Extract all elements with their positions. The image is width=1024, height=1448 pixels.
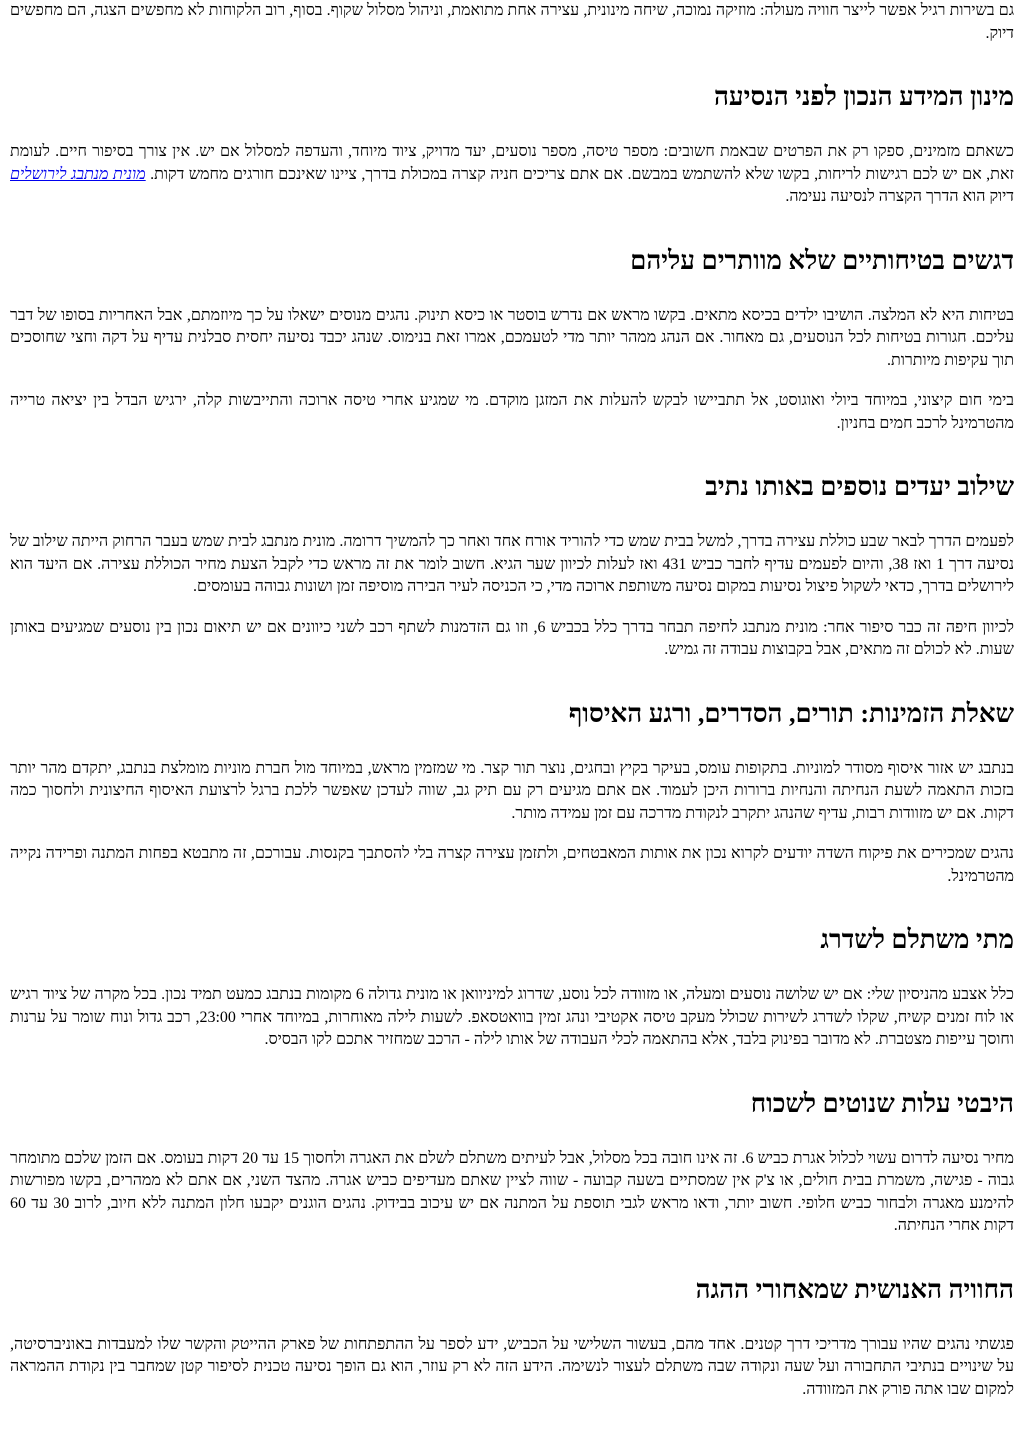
paragraph-text: כשאתם מזמינים, ספקו רק את הפרטים שבאמת חשובים: מספר טיסה, מספר נוסעים, יעד מדויק, ציוד מיוחד, והעדפה למסלול אם יש. אין צורך בסיפור חיים. לעומת זאת, אם יש לכם רגישות לריחות, בקשו שלא להשתמש במבשם. אם אתם צריכים חניה קצרה במכולת בדרך, ציינו שאינכם חורגים מחמש דקות. <box>10 143 1015 183</box>
section-heading: מתי משתלם לשדרג <box>820 925 1014 954</box>
section-availability <box>10 699 1014 889</box>
paragraph <box>10 141 1014 209</box>
paragraph: נהגים שמכירים את פיקוח השדה יודעים לקרוא נכון את אותות המאבטחים, ולתזמן עצירה קצרה בלי להסתבך בקנסות. עבורכם, זה מתבטא בפחות המתנה ופרידה נקייה מהטרמינל. <box>10 845 1014 885</box>
section-extra-destinations <box>10 472 1014 662</box>
section-heading: מינון המידע הנכון לפני הנסיעה <box>713 82 1014 111</box>
section-costs <box>10 1089 1014 1238</box>
paragraph-text: דיוק הוא הדרך הקצרה לנסיעה נעימה. <box>785 188 1014 205</box>
section-upgrade <box>10 925 1014 1052</box>
paragraph: בטיחות היא לא המלצה. הושיבו ילדים בכיסא מתאים. בקשו מראש אם נדרש בוסטר או כיסא תינוק. נהגים מנוסים ישאלו על כך מיוזמתם, אבל האחריות בסופו של דבר עליכם. חגורות בטיחות לכל הנוסעים, גם מאחור. אם הנהג ממהר יותר מדי לטעמכם, אמרו זאת בנימוס. שנהג יכבד נסיעה יחסית סבלנית עדיף על דקה וחצי שחוסכים תוך עקיפות מיותרות. <box>10 306 1014 369</box>
paragraph: לכיוון חיפה זה כבר סיפור אחר: מונית מנתבג לחיפה תבחר בדרך כלל בכביש 6, וזו גם הזדמנות לשתף רכב לשני כיוונים אם יש תיאום נכון בין נוסעים שמגיעים באותן שעות. לא לכולם זה מתאים, אבל בקבוצות עבודה זה גמיש. <box>10 618 1014 658</box>
section-safety <box>10 246 1014 436</box>
section-heading: החוויה האנושית שמאחורי ההגה <box>695 1274 1014 1304</box>
section-heading: שאלת הזמינות: תורים, הסדרים, ורגע האיסוף <box>568 698 1014 728</box>
paragraph: בימי חום קיצוני, במיוחד ביולי ואוגוסט, אל תתביישו לבקש להעלות את המזגן מוקדם. מי שמגיע אחרי טיסה ארוכה והתייבשות קלה, ירגיש הבדל בין יציאה טרייה מהטרמינל לרכב חמים בחניון. <box>10 392 1014 432</box>
section-info-before-ride <box>10 82 1014 209</box>
section-heading: שילוב יעדים נוספים באותו נתיב <box>705 472 1014 501</box>
taxi-jerusalem-link[interactable]: מונית מנתבג לירושלים <box>10 165 146 183</box>
paragraph: מחיר נסיעה לדרום עשוי לכלול אגרת כביש 6. זה אינו חובה בכל מסלול, אבל לעיתים משתלם לשלם את האגרה ולחסוך 15 עד 20 דקות בעומס. אם הזמן שלכם מתומחר גבוה - פגישה, משמרת בבית חולים, או צ'ק אין שמסתיים בשעה קבועה - שווה לציין שאתם מעדיפים כביש אגרה. מהצד השני, אם אתם לא ממהרים, בקשו מפורשות להימנע מאגרה ולבחור כביש חלופי. חשוב יותר, ודאו מראש לגבי תוספת על המתנה אם יש עיכוב בבידוק. נהגים הוגנים יקבעו חלון המתנה ללא חיוב, לרוב 30 עד 60 דקות אחרי הנחיתה. <box>10 1149 1015 1234</box>
paragraph: בנתבג יש אזור איסוף מסודר למוניות. בתקופות עומס, בעיקר בקיץ ובחגים, נוצר תור קצר. מי שמזמין מראש, במיוחד מול חברת מוניות מומלצת בנתבג, יתקדם מהר יותר בזכות התאמה לשעת הנחיתה והנחיות ברורות היכן לעמוד. אם אתם מגיעים רק עם תיק גב, שווה לעדכן שאפשר ללכת ברגל לרצועת האיסוף החיצונית ולחסוך כמה דקות. אם יש מזוודות רבות, עדיף שהנהג יתקרב לנקודת מדרכה עם זמן עמידה מותר. <box>10 759 1014 822</box>
paragraph: כלל אצבע מהניסיון שלי: אם יש שלושה נוסעים ומעלה, או מזוודה לכל נוסע, שדרוג למיניוואן או מונית גדולה 6 מקומות בנתבג כמעט תמיד נכון. בכל מקרה של ציוד רגיש או לוח זמנים קשיח, שקלו לשדרג לשירות שכולל מעקב טיסה אקטיבי ונהג זמין בוואטסאפ. לשעות לילה מאוחרות, במיוחד אחרי 23:00, רכב גדול ונוח שומר על ערנות וחוסך עייפות מצטברת. לא מדובר בפינוק בלבד, אלא בהתאמה לכלי העבודה של אותו לילה - הרכב שמחזיר אתכם לקו הבסיס. <box>10 986 1015 1048</box>
intro-paragraph: גם בשירות רגיל אפשר לייצר חוויה מעולה: מוזיקה נמוכה, שיחה מינונית, עצירה אחת מתואמת, וניהול מסלול שקוף. בסוף, רוב הלקוחות לא מחפשים הצגה, הם מחפשים דיוק. <box>10 2 1014 42</box>
section-heading: היבטי עלות שנוטים לשכוח <box>750 1088 1014 1118</box>
article <box>10 0 1014 1401</box>
paragraph: לפעמים הדרך לבאר שבע כוללת עצירה בדרך, למשל בבית שמש כדי להוריד אורח אחד ואחר כך להמשיך דרומה. מונית מנתבג לבית שמש בעבר הרחוק הייתה שילוב של נסיעה דרך 1 ואז 38, והיום לפעמים עדיף לחבר כביש 431 ואז לעלות לכיוון שער הגיא. חשוב לומר את זה מראש כדי לקבל הצעת מחיר הכוללת עצירה. אם היעד הוא לירושלים בדרך, כדאי לשקול פיצול נסיעות במקום נסיעה משותפת ארוכה מדי, כי הכניסה לעיר הבירה מוסיפה זמן ושונות גבוהה בעומסים. <box>10 533 1015 595</box>
paragraph: פגשתי נהגים שהיו עבורך מדריכי דרך קטנים. אחד מהם, בעשור השלישי על הכביש, ידע לספר על ההתפתחות של פארק ההייטק והקשר שלו למעבדות באוניברסיטה, על שינויים בנתיבי התחבורה ועל שעה ונקודה שבה משתלם לעצור לנשימה. הידע הזה לא רק עוזר, הוא גם הופך נסיעה טכנית לסיפור קטן שמחבר בין נקודת ההמראה למקום שבו אתה פורק את המזוודה. <box>10 1335 1014 1398</box>
section-heading: דגשים בטיחותיים שלא מוותרים עליהם <box>630 245 1014 275</box>
section-human-experience <box>10 1275 1014 1402</box>
